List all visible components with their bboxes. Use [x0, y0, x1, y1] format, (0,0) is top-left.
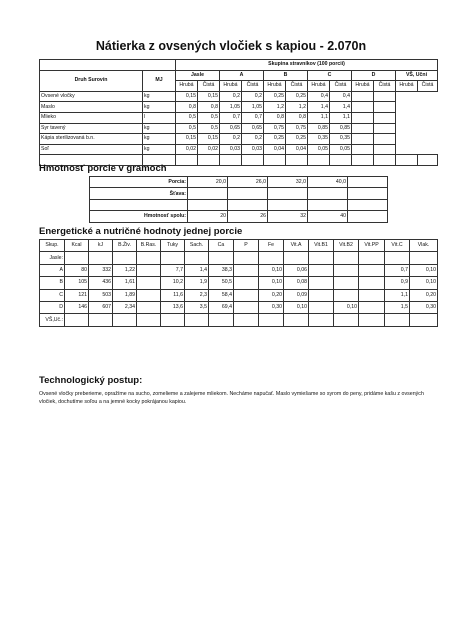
- nutrition-header: Vit.B1: [309, 240, 334, 252]
- nutrition-group: D: [40, 301, 65, 313]
- ingredient-value: 0,2: [220, 134, 242, 145]
- nutrition-header: Skup.: [40, 240, 65, 252]
- nutrition-value: 0,08: [284, 277, 309, 289]
- ingredient-value: 0,65: [220, 123, 242, 134]
- nutrition-value: 0,9: [385, 277, 410, 289]
- portion-value: 20: [188, 211, 228, 222]
- ingredient-value: 0,85: [330, 123, 352, 134]
- nutrition-value: [161, 314, 185, 326]
- ingredient-row: [40, 91, 438, 102]
- nutrition-value: [234, 301, 259, 313]
- spacer-row: [90, 199, 388, 210]
- nutrition-value: [385, 314, 410, 326]
- nutrition-value: [137, 264, 161, 276]
- nutrition-group: Jasle:: [40, 252, 65, 264]
- ingredient-name: Ovsené vločky: [40, 91, 143, 102]
- nutrition-row: [40, 264, 438, 276]
- portion-value: [348, 211, 388, 222]
- nutrition-value: 3,5: [185, 301, 209, 313]
- ingredient-value: 1,05: [242, 102, 264, 113]
- sub-cista: Čistá: [418, 81, 438, 92]
- ingredient-name: Syr tavený: [40, 123, 143, 134]
- empty-cell: [242, 155, 264, 166]
- ingredient-value: 0,4: [330, 91, 352, 102]
- nutrition-value: 10,2: [161, 277, 185, 289]
- nutrition-row: [40, 252, 438, 264]
- nutrition-table: [39, 239, 438, 327]
- nutrition-value: [137, 301, 161, 313]
- nutrition-value: 38,3: [209, 264, 234, 276]
- nutrition-value: 607: [89, 301, 113, 313]
- ingredient-value: 0,7: [242, 112, 264, 123]
- ingredient-value: 0,05: [330, 144, 352, 155]
- nutrition-value: [334, 264, 359, 276]
- ingredient-value: 0,85: [308, 123, 330, 134]
- ingredient-unit: kg: [143, 102, 176, 113]
- ingredient-name: Soľ: [40, 144, 143, 155]
- nutrition-value: 80: [65, 264, 89, 276]
- ingredient-value: 1,2: [264, 102, 286, 113]
- nutrition-header: Ca: [209, 240, 234, 252]
- nutrition-value: [137, 314, 161, 326]
- nutrition-value: [334, 289, 359, 301]
- sub-cista: Čistá: [286, 81, 308, 92]
- ingredient-value: 1,1: [308, 112, 330, 123]
- nutrition-header: Vlak.: [410, 240, 438, 252]
- nutrition-value: 50,5: [209, 277, 234, 289]
- empty-cell: [374, 155, 396, 166]
- ingredient-value: 0,5: [198, 112, 220, 123]
- empty-cell: [176, 155, 198, 166]
- technology-heading: Technologický postup:: [39, 375, 143, 386]
- ingredient-value: 0,03: [242, 144, 264, 155]
- nutrition-value: [234, 264, 259, 276]
- nutrition-value: 69,4: [209, 301, 234, 313]
- empty-cell: [264, 155, 286, 166]
- nutrition-header: B.Živ.: [113, 240, 137, 252]
- portion-value: [308, 188, 348, 199]
- nutrition-value: 0,30: [410, 301, 438, 313]
- ingredient-value: 0,7: [220, 112, 242, 123]
- empty-cell: [188, 199, 228, 210]
- nutrition-value: [89, 252, 113, 264]
- ingredients-table: [39, 59, 438, 166]
- group-label: Skupina stravníkov (100 porcií): [176, 60, 438, 71]
- nutrition-value: [259, 252, 284, 264]
- nutrition-group: C: [40, 289, 65, 301]
- nutrition-header: Vit.A: [284, 240, 309, 252]
- ingredient-unit: kg: [143, 134, 176, 145]
- ingredient-value: [352, 123, 374, 134]
- ingredient-value: [352, 144, 374, 155]
- nutrition-value: 1,4: [185, 264, 209, 276]
- nutrition-value: 11,6: [161, 289, 185, 301]
- empty-cell: [308, 155, 330, 166]
- nutrition-group: A: [40, 264, 65, 276]
- ingredient-value: 0,03: [220, 144, 242, 155]
- nutrition-value: 436: [89, 277, 113, 289]
- empty-cell: [198, 155, 220, 166]
- nutrition-value: 13,6: [161, 301, 185, 313]
- portion-value: [228, 188, 268, 199]
- sub-hruba: Hrubá: [264, 81, 286, 92]
- nutrition-header: Fe: [259, 240, 284, 252]
- sub-cista: Čistá: [198, 81, 220, 92]
- ingredient-value: 0,05: [308, 144, 330, 155]
- nutrition-value: [309, 252, 334, 264]
- portion-value: [348, 177, 388, 188]
- ingredient-value: 0,8: [198, 102, 220, 113]
- ingredient-value: 0,04: [286, 144, 308, 155]
- nutrition-heading: Energetické a nutričné hodnoty jednej porcie: [39, 226, 243, 237]
- nutrition-value: [334, 277, 359, 289]
- ingredient-value: 0,02: [176, 144, 198, 155]
- nutrition-value: 105: [65, 277, 89, 289]
- ingredient-value: 0,5: [176, 123, 198, 134]
- nutrition-value: 0,10: [334, 301, 359, 313]
- nutrition-value: [113, 314, 137, 326]
- nutrition-value: [89, 314, 113, 326]
- nutrition-value: 1,61: [113, 277, 137, 289]
- nutrition-header: Sach.: [185, 240, 209, 252]
- nutrition-value: [309, 289, 334, 301]
- nutrition-value: [359, 277, 385, 289]
- nutrition-header: kJ: [89, 240, 113, 252]
- ingredient-value: 0,35: [308, 134, 330, 145]
- nutrition-value: [137, 277, 161, 289]
- sub-hruba: Hrubá: [352, 81, 374, 92]
- nutrition-value: [385, 252, 410, 264]
- ingredient-value: 0,02: [198, 144, 220, 155]
- nutrition-value: [359, 264, 385, 276]
- nutrition-value: 503: [89, 289, 113, 301]
- ingredient-name: Maslo: [40, 102, 143, 113]
- nutrition-value: 0,30: [259, 301, 284, 313]
- nutrition-value: [209, 314, 234, 326]
- ingredient-value: 1,05: [220, 102, 242, 113]
- nutrition-header: Vit.PP: [359, 240, 385, 252]
- ingredient-value: 0,04: [264, 144, 286, 155]
- nutrition-value: 0,10: [410, 277, 438, 289]
- group-header: A: [220, 70, 264, 81]
- ingredient-unit: kg: [143, 123, 176, 134]
- nutrition-value: 1,22: [113, 264, 137, 276]
- nutrition-value: 2,34: [113, 301, 137, 313]
- ingredient-value: 0,25: [264, 134, 286, 145]
- nutrition-value: [234, 289, 259, 301]
- nutrition-value: [137, 289, 161, 301]
- nutrition-value: [234, 314, 259, 326]
- nutrition-value: 1,89: [113, 289, 137, 301]
- ingredient-value: 0,8: [176, 102, 198, 113]
- ingredient-value: 0,8: [286, 112, 308, 123]
- nutrition-value: 1,9: [185, 277, 209, 289]
- nutrition-value: 0,10: [259, 277, 284, 289]
- ingredient-unit: kg: [143, 144, 176, 155]
- ingredient-unit: kg: [143, 91, 176, 102]
- ingredient-row: [40, 112, 438, 123]
- nutrition-value: 0,10: [259, 264, 284, 276]
- nutrition-value: [359, 289, 385, 301]
- ingredient-value: 1,2: [286, 102, 308, 113]
- portion-value: [268, 188, 308, 199]
- ingredient-value: 0,75: [286, 123, 308, 134]
- portion-label: Porcia:: [90, 177, 188, 188]
- ingredient-value: [352, 102, 374, 113]
- nutrition-value: 121: [65, 289, 89, 301]
- nutrition-group: VŠ,Uč.:: [40, 314, 65, 326]
- page-title: Nátierka z ovsených vločiek s kapiou - 2.070n: [95, 39, 367, 53]
- group-header: C: [308, 70, 352, 81]
- ingredient-name: Kápia sterilizovaná b.n.: [40, 134, 143, 145]
- nutrition-value: [65, 314, 89, 326]
- ingredient-value: 0,25: [286, 134, 308, 145]
- technology-text: Ovsené vločky preberieme, opražíme na sucho, zomelieme a zalejeme mliekom. Necháme napučať. Maslo vymiešame so syrom do peny, pridáme kašu z ovsených vločiek, dochutíme soľou a na jemné kocky pokrájanou kapiou.: [39, 391, 424, 405]
- portion-table: [89, 176, 388, 223]
- nutrition-value: [161, 252, 185, 264]
- sub-cista: Čistá: [374, 81, 396, 92]
- nutrition-value: 332: [89, 264, 113, 276]
- nutrition-value: [410, 314, 438, 326]
- nutrition-value: [65, 252, 89, 264]
- group-header-row: [40, 60, 438, 71]
- group-header: D: [352, 70, 396, 81]
- group-header: Jasle: [176, 70, 220, 81]
- nutrition-value: [113, 252, 137, 264]
- nutrition-value: [359, 301, 385, 313]
- nutrition-row: [40, 301, 438, 313]
- portion-value: [348, 188, 388, 199]
- nutrition-value: 0,7: [385, 264, 410, 276]
- nutrition-header-row: [40, 240, 438, 252]
- col-unit-header: MJ: [143, 70, 176, 91]
- empty-cell: [352, 155, 374, 166]
- ingredient-value: 0,35: [330, 134, 352, 145]
- nutrition-value: [284, 314, 309, 326]
- group-header: VŠ, Učni: [396, 70, 438, 81]
- ingredient-value: 0,5: [176, 112, 198, 123]
- portion-value: 40: [308, 211, 348, 222]
- nutrition-value: [185, 314, 209, 326]
- ingredient-value: 0,2: [242, 91, 264, 102]
- nutrition-value: [185, 252, 209, 264]
- nutrition-value: 1,5: [385, 301, 410, 313]
- nutrition-header: P: [234, 240, 259, 252]
- ingredient-value: [352, 91, 374, 102]
- nutrition-value: 1,1: [385, 289, 410, 301]
- ingredient-value: 0,8: [264, 112, 286, 123]
- nutrition-value: 0,06: [284, 264, 309, 276]
- ingredient-value: 0,2: [220, 91, 242, 102]
- nutrition-value: [309, 277, 334, 289]
- empty-cell: [396, 155, 418, 166]
- nutrition-value: [309, 314, 334, 326]
- empty-cell: [90, 199, 188, 210]
- portion-label: Šťava:: [90, 188, 188, 199]
- nutrition-value: [284, 252, 309, 264]
- portion-label: Hmotnosť spolu:: [90, 211, 188, 222]
- nutrition-group: B: [40, 277, 65, 289]
- ingredient-row: [40, 134, 438, 145]
- ingredient-row: [40, 102, 438, 113]
- portion-value: 32,0: [268, 177, 308, 188]
- empty-cell: [418, 155, 438, 166]
- nutrition-header: Kcal: [65, 240, 89, 252]
- nutrition-header: Vit.C: [385, 240, 410, 252]
- ingredient-value: [374, 123, 396, 134]
- portion-value: 26,0: [228, 177, 268, 188]
- ingredient-value: 0,15: [198, 91, 220, 102]
- nutrition-value: [334, 314, 359, 326]
- ingredient-value: [352, 134, 374, 145]
- ingredient-value: 0,15: [176, 91, 198, 102]
- nutrition-value: [137, 252, 161, 264]
- ingredient-value: 0,65: [242, 123, 264, 134]
- group-header: B: [264, 70, 308, 81]
- ingredient-value: 0,4: [308, 91, 330, 102]
- empty-cell: [228, 199, 268, 210]
- ingredient-value: 0,2: [242, 134, 264, 145]
- nutrition-value: 7,7: [161, 264, 185, 276]
- nutrition-value: [410, 252, 438, 264]
- empty-cell: [268, 199, 308, 210]
- portion-row: [90, 211, 388, 222]
- nutrition-row: [40, 289, 438, 301]
- portion-value: [188, 188, 228, 199]
- ingredient-value: [374, 112, 396, 123]
- ingredient-value: 0,25: [264, 91, 286, 102]
- nutrition-row: [40, 277, 438, 289]
- ingredient-value: 1,1: [330, 112, 352, 123]
- ingredient-value: 1,4: [308, 102, 330, 113]
- ingredient-value: 0,15: [198, 134, 220, 145]
- nutrition-value: 0,20: [410, 289, 438, 301]
- nutrition-value: 0,10: [284, 301, 309, 313]
- ingredient-value: [352, 112, 374, 123]
- nutrition-header: Tuky: [161, 240, 185, 252]
- portion-row: [90, 188, 388, 199]
- portion-value: 32: [268, 211, 308, 222]
- ingredient-value: 0,5: [198, 123, 220, 134]
- nutrition-value: 0,10: [410, 264, 438, 276]
- empty-cell: [308, 199, 348, 210]
- nutrition-value: [309, 301, 334, 313]
- sub-hruba: Hrubá: [308, 81, 330, 92]
- empty-cell: [286, 155, 308, 166]
- nutrition-value: [309, 264, 334, 276]
- ingredient-value: [374, 91, 396, 102]
- ingredient-value: 0,75: [264, 123, 286, 134]
- portion-value: 40,0: [308, 177, 348, 188]
- nutrition-value: [334, 252, 359, 264]
- column-header-row: [40, 70, 438, 81]
- ingredient-value: [374, 144, 396, 155]
- nutrition-row: [40, 314, 438, 326]
- sub-hruba: Hrubá: [176, 81, 198, 92]
- ingredient-name: Mlieko: [40, 112, 143, 123]
- nutrition-value: [234, 252, 259, 264]
- nutrition-value: 2,3: [185, 289, 209, 301]
- ingredient-value: [374, 134, 396, 145]
- nutrition-value: [259, 314, 284, 326]
- portion-heading: Hmotnosť porcie v gramoch: [39, 163, 167, 174]
- nutrition-value: [359, 314, 385, 326]
- empty-cell: [348, 199, 388, 210]
- ingredient-value: 1,4: [330, 102, 352, 113]
- nutrition-value: [359, 252, 385, 264]
- nutrition-value: 0,09: [284, 289, 309, 301]
- empty-cell: [330, 155, 352, 166]
- blank-cell: [40, 60, 176, 71]
- ingredient-row: [40, 123, 438, 134]
- nutrition-header: Vit.B2: [334, 240, 359, 252]
- empty-cell: [220, 155, 242, 166]
- portion-value: 26: [228, 211, 268, 222]
- portion-row: [90, 177, 388, 188]
- ingredient-value: 0,25: [286, 91, 308, 102]
- nutrition-value: 146: [65, 301, 89, 313]
- ingredient-unit: l: [143, 112, 176, 123]
- sub-cista: Čistá: [330, 81, 352, 92]
- sub-hruba: Hrubá: [220, 81, 242, 92]
- nutrition-value: [234, 277, 259, 289]
- portion-value: 20,0: [188, 177, 228, 188]
- nutrition-value: [209, 252, 234, 264]
- ingredient-value: 0,15: [176, 134, 198, 145]
- ingredient-value: [374, 102, 396, 113]
- ingredient-row: [40, 144, 438, 155]
- nutrition-value: 0,20: [259, 289, 284, 301]
- sub-hruba: Hrubá: [396, 81, 418, 92]
- nutrition-header: B.Ras.: [137, 240, 161, 252]
- col-name-header: Druh Surovín: [40, 70, 143, 91]
- nutrition-value: 58,4: [209, 289, 234, 301]
- sub-cista: Čistá: [242, 81, 264, 92]
